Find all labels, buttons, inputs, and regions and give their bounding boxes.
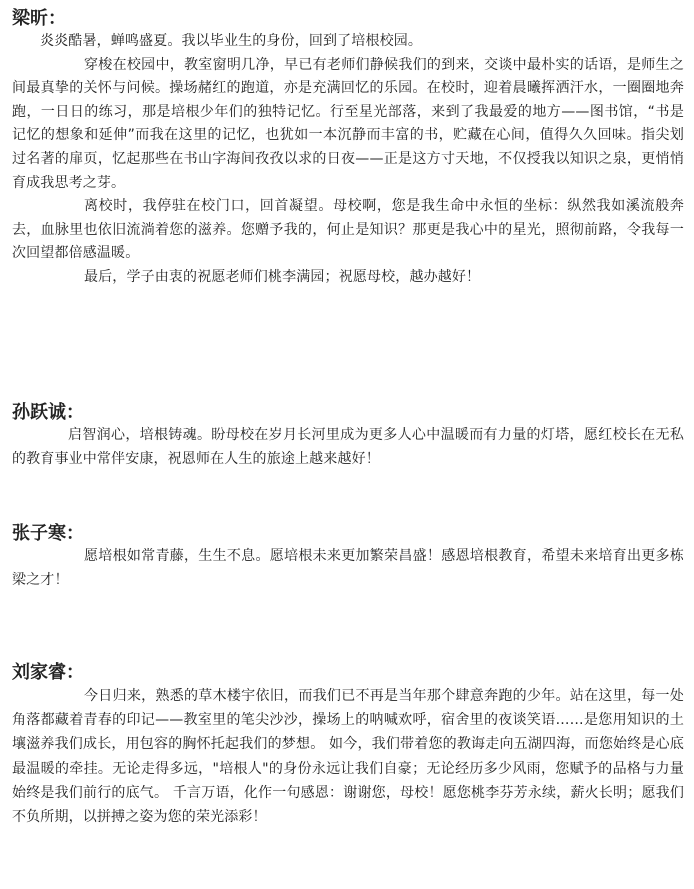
paragraph: 愿培根如常青藤，生生不息。愿培根未来更加繁荣昌盛！感恩培根教育，希望未来培育出更多栋梁之才！ (12, 548, 684, 588)
author-name: 梁昕： (12, 8, 66, 29)
paragraph: 炎炎酷暑，蝉鸣盛夏。我以毕业生的身份，回到了培根校园。 (40, 33, 423, 49)
entry-zhang-zihan (12, 523, 684, 592)
entry-sun-yuecheng (12, 402, 684, 471)
paragraph: 启智润心，培根铸魂。盼母校在岁月长河里成为更多人心中温暖而有力量的灯塔，愿红校长在无私的教育事业中常伴安康，祝恩师在人生的旅途上越来越好！ (12, 427, 684, 467)
author-name: 孙跃诚： (12, 402, 84, 423)
paragraph: 离校时，我停驻在校门口，回首凝望。母校啊，您是我生命中永恒的坐标：纵然我如溪流般奔去，血脉里也依旧流淌着您的滋养。您赠予我的，何止是知识？那更是我心中的星光，照彻前路，令我每一次回望都倍感温暖。 (12, 198, 684, 262)
author-name: 张子寒： (12, 523, 84, 544)
author-name: 刘家睿： (12, 662, 84, 683)
paragraph: 穿梭在校园中，教室窗明几净，早已有老师们静候我们的到来，交谈中最朴实的话语，是师生之间最真挚的关怀与问候。操场赭红的跑道，亦是充满回忆的乐园。在校时，迎着晨曦挥洒汗水，一圈圈地奔跑，一日日的练习，那是培根少年们的独特记忆。行至星光部落，来到了我最爱的地方——图书馆，“书是记忆的想象和延伸”而我在这里的记忆，也犹如一本沉静而丰富的书，贮藏在心间，值得久久回味。指尖划过名著的扉页，忆起那些在书山字海间孜孜以求的日夜——正是这方寸天地，不仅授我以知识之泉，更悄悄育成我思考之芽。 (12, 56, 684, 191)
paragraph: 最后，学子由衷的祝愿老师们桃李满园；祝愿母校，越办越好！ (84, 268, 481, 285)
entry-liang-xin (12, 8, 684, 290)
paragraph: 今日归来，熟悉的草木楼宇依旧，而我们已不再是当年那个肆意奔跑的少年。站在这里，每一处角落都藏着青春的印记——教室里的笔尖沙沙，操场上的呐喊欢呼，宿舍里的夜谈笑语……是您用知识的土壤滋养我们成长，用包容的胸怀托起我们的梦想。 如今，我们带着您的教诲走向五湖四海，而您始终是心底最温暖的牵挂。无论走得多远，"培根人"的身份永远让我们自豪；无论经历多少风雨，您赋予的品格与力量始终是我们前行的底气。 千言万语，化作一句感恩：谢谢您，母校！愿您桃李芬芳永续，薪火长明；愿我们不负所期，以拼搏之姿为您的荣光添彩！ (12, 688, 684, 826)
entry-liu-jiarui (12, 662, 684, 829)
